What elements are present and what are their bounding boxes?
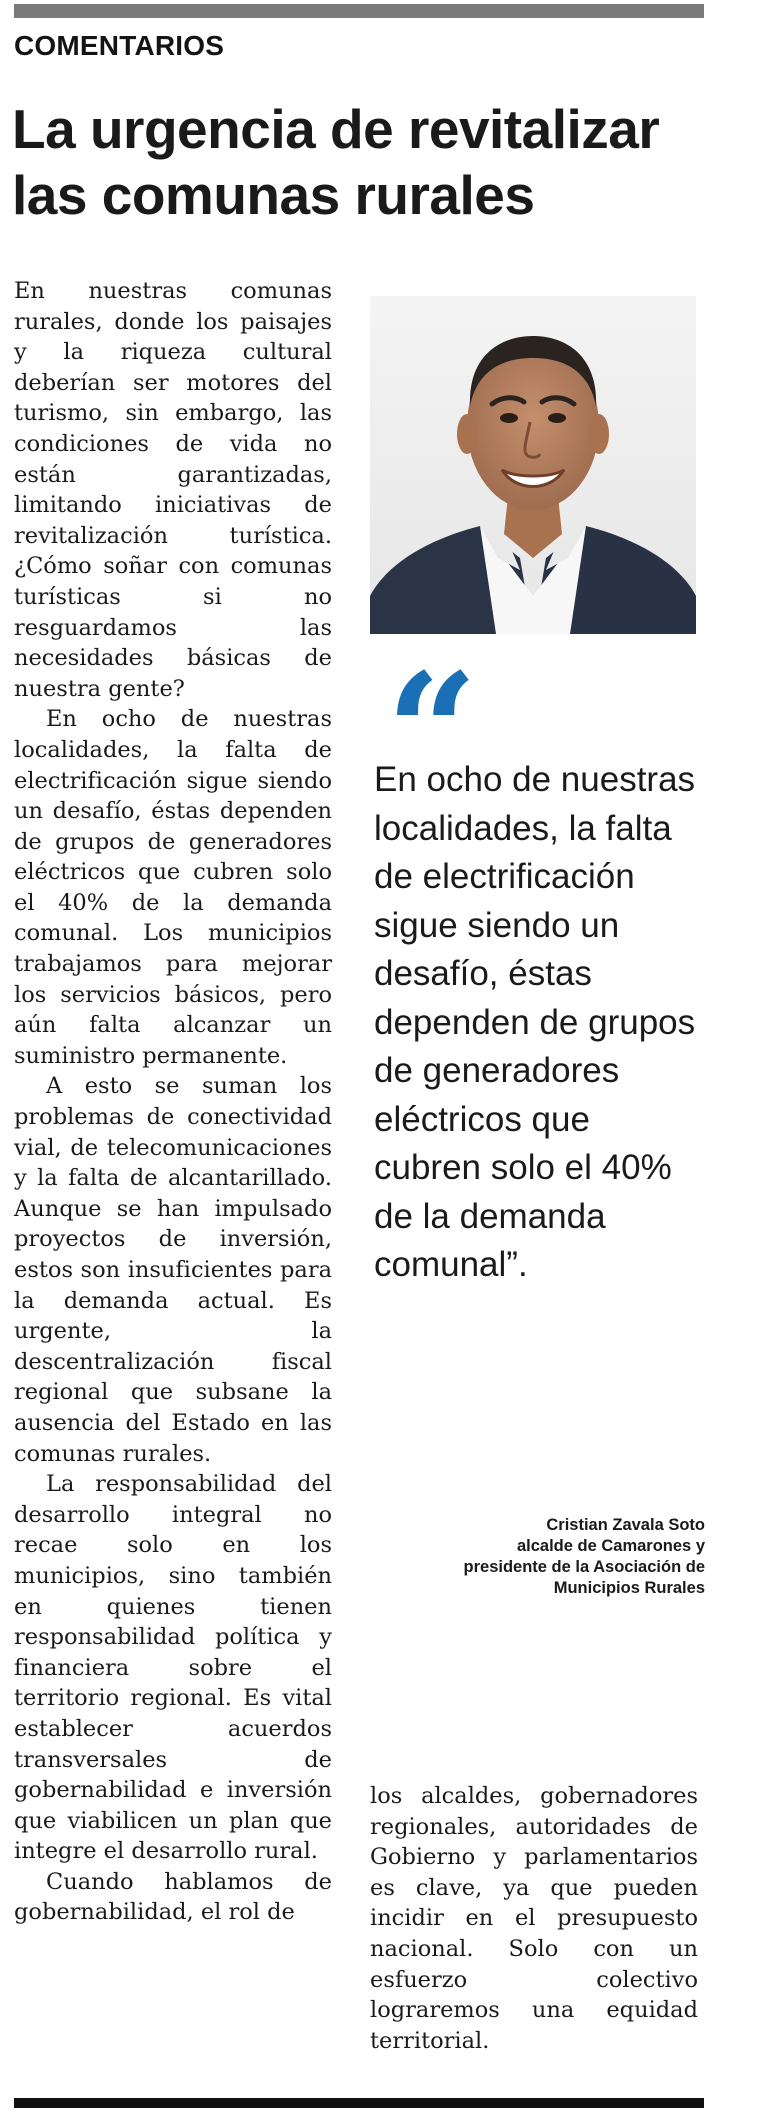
author-role: presidente de la Asociación de [463,1558,705,1576]
paragraph: Cuando hablamos de gobernabilidad, el rol de [14,1868,332,1926]
byline [365,1515,705,1599]
paragraph: En ocho de nuestras localidades, la falta de electrificación sigue siendo un desafío, éstas dependen de grupos de generadores eléctricos que cubren solo el 40% de la demanda comunal. Los municipios trabajamos para mejorar los servicios básicos, pero aún falta alcanzar un suministro permanente. [14,706,332,1069]
bottom-rule [14,2098,704,2108]
author-photo [370,296,696,634]
paragraph: La responsabilidad del desarrollo integral no recae solo en los municipios, sino también en quienes tienen responsabilidad política y financiera sobre el territorio regional. Es vital establecer acuerdos transversales de gobernabilidad e inversión que viabilicen un plan que integre el desarrollo rural. [14,1471,332,1865]
paragraph: A esto se suman los problemas de conectividad vial, de telecomunicaciones y la falta de alcantarillado. Aunque se han impulsado proyectos de inversión, estos son insuficientes para la demanda actual. Es urgente, la descentralización fiscal regional que subsane la ausencia del Estado en las comunas rurales. [14,1073,332,1467]
section-label: COMENTARIOS [14,30,225,61]
quote-mark-icon: “ [386,638,479,826]
top-rule [14,4,704,18]
author-portrait-image [370,296,696,634]
author-name: Cristian Zavala Soto [546,1516,705,1534]
author-role: alcalde de Camarones y [516,1537,705,1555]
article-body-left [14,276,332,1928]
pull-quote: En ocho de nuestras localidades, la falta de electrificación sigue siendo un desafío, éstas dependen de grupos de generadores eléctricos que cubren solo el 40% de la demanda comunal”. [374,760,696,1284]
article-body-right [370,1781,698,2056]
author-role: Municipios Rurales [553,1579,705,1597]
paragraph: En nuestras comunas rurales, donde los paisajes y la riqueza cultural deberían ser motores del turismo, sin embargo, las condiciones de vida no están garantizadas, limitando iniciativas de revitalización turística. ¿Cómo soñar con comunas turísticas si no resguardamos las necesidades básicas de nuestra gente? [14,278,332,702]
paragraph: los alcaldes, gobernadores regionales, autoridades de Gobierno y parlamentarios es clave, ya que pueden incidir en el presupuesto nacional. Solo con un esfuerzo colectivo lograremos una equidad territorial. [370,1783,698,2054]
headline: La urgencia de revitalizar las comunas rurales [12,98,660,226]
